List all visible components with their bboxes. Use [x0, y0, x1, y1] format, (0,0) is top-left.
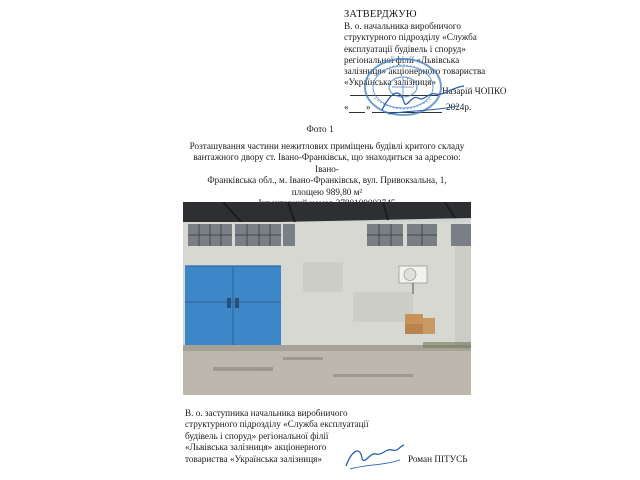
approval-line: регіональної філії «Львівська — [344, 54, 460, 65]
photo-caption — [182, 141, 472, 209]
warehouse-photo — [183, 202, 471, 395]
approval-line: структурного підрозділу «Служба — [344, 32, 477, 43]
date-mid-quote: » — [366, 102, 371, 112]
bottom-line: структурного підрозділу «Служба експлуатації — [185, 419, 369, 430]
approval-line: «Українська залізниця» — [344, 77, 436, 88]
date-month-line — [372, 112, 442, 113]
approval-block — [344, 9, 554, 88]
date-year: 2024р. — [446, 102, 472, 112]
photo-label: Фото 1 — [306, 124, 334, 134]
bottom-line: В. о. заступника начальника виробничого — [185, 408, 348, 418]
signature-line — [350, 95, 438, 96]
bottom-line: «Львівська залізниця» акціонерного — [185, 442, 327, 453]
date-day-line — [349, 112, 365, 113]
warehouse-photo-image — [183, 202, 471, 395]
approval-line: залізниця» акціонерного товариства — [344, 66, 486, 77]
approval-signer: Назарій ЧОПКО — [442, 86, 507, 96]
caption-line: Франківська обл., м. Івано-Франківськ, вул. Привокзальна, 1, — [207, 175, 447, 186]
approval-line: В. о. начальника виробничого — [344, 21, 461, 32]
date-open-quote: « — [344, 102, 349, 112]
caption-line: площею 989,80 м² — [291, 186, 363, 197]
caption-line: Розташування частини нежитлових приміщень будівлі критого складу — [189, 141, 465, 151]
bottom-line: товариства «Українська залізниця» — [185, 453, 322, 464]
approval-line: експлуатації будівель і споруд» — [344, 43, 466, 54]
approval-date-row — [344, 100, 534, 114]
bottom-line: будівель і споруд» регіональної філії — [185, 430, 329, 441]
approval-signature-row — [344, 84, 534, 98]
caption-line: вантажного двору ст. Івано-Франківськ, що знаходиться за адресою: Івано- — [193, 152, 461, 174]
approval-title: ЗАТВЕРДЖУЮ — [344, 9, 417, 20]
bottom-signer: Роман ПІТУСЬ — [408, 454, 468, 464]
bottom-signature-block — [185, 408, 375, 465]
